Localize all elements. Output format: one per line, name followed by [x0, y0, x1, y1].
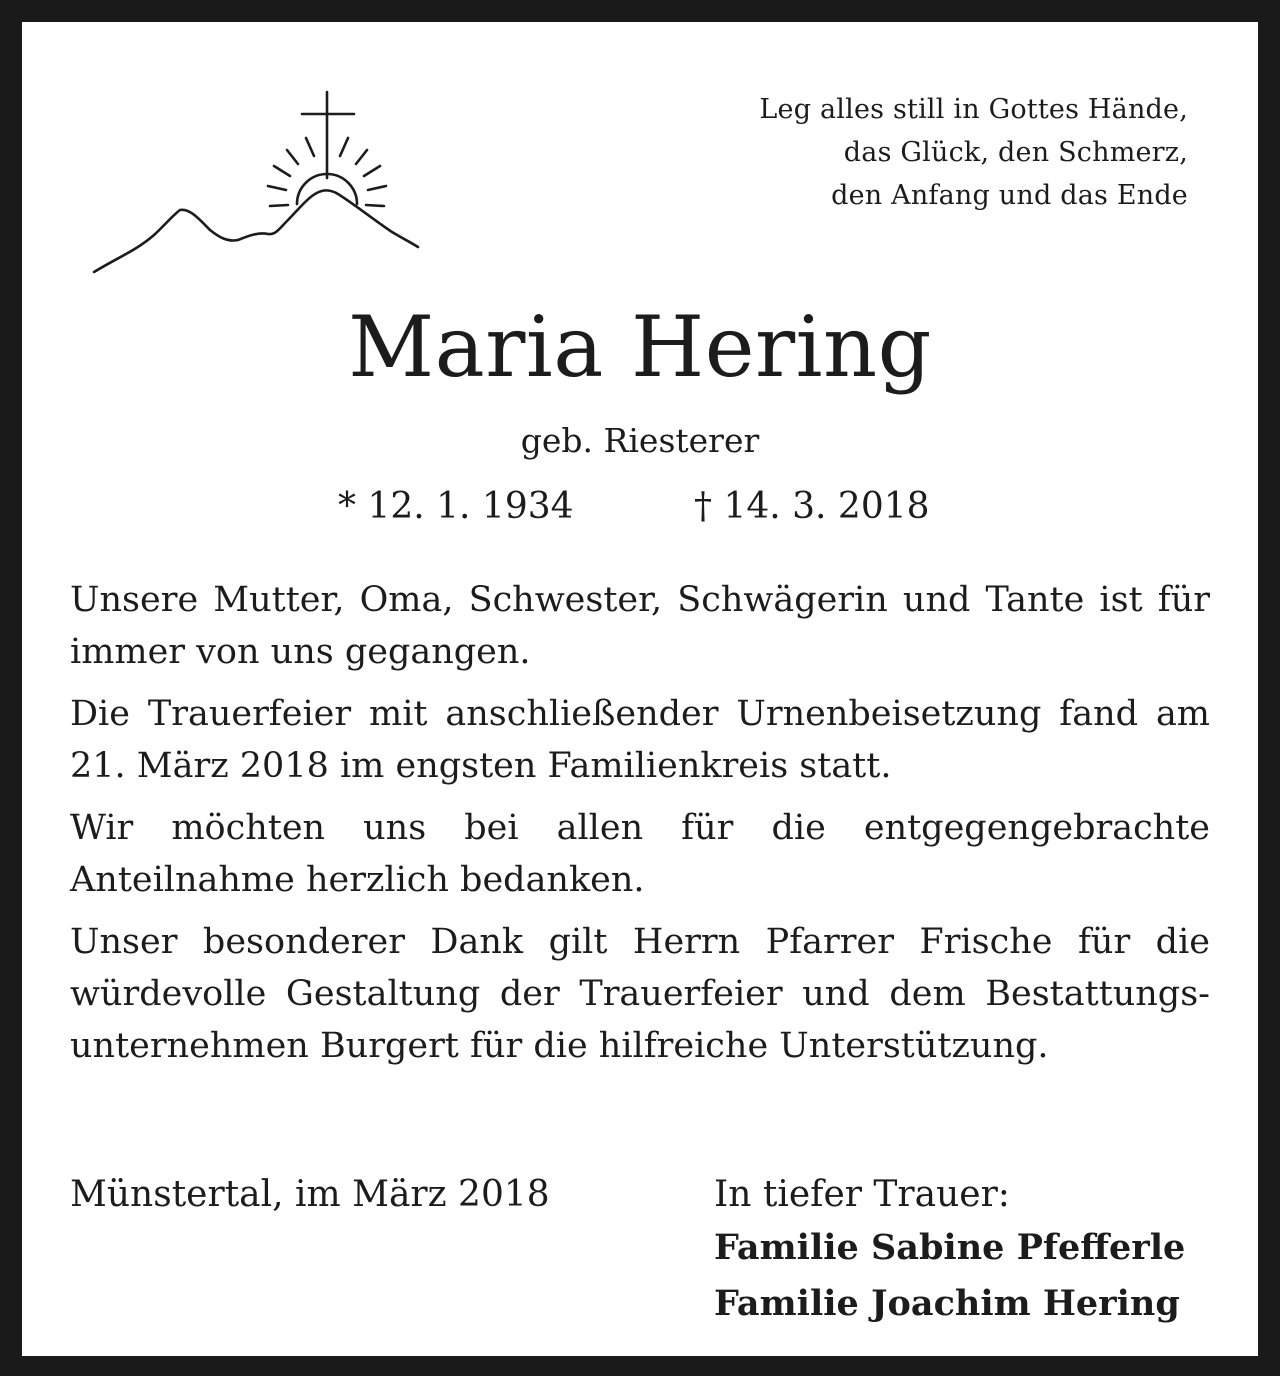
place-and-date: Münstertal, im März 2018	[70, 1174, 550, 1215]
mourners	[714, 1170, 1185, 1332]
death-date: † 14. 3. 2018	[694, 486, 930, 527]
verse	[759, 88, 1188, 217]
birth-date: * 12. 1. 1934	[338, 486, 574, 527]
verse-line: das Glück, den Schmerz,	[843, 137, 1188, 168]
cross-over-mountain-sunrise-icon	[92, 90, 422, 275]
message-paragraph: Die Trauerfeier mit anschließender Urnenbeisetzung fand am 21. März 2018 im engsten Familienkreis statt.	[70, 694, 1210, 786]
family-name: Familie Sabine Pfefferle	[714, 1227, 1186, 1268]
obituary-notice	[22, 22, 1258, 1356]
message-body	[70, 574, 1210, 1082]
deceased-name: Maria Hering	[348, 298, 932, 396]
mourning-label: In tiefer Trauer:	[714, 1174, 1010, 1215]
family-name: Familie Joachim Hering	[714, 1283, 1180, 1324]
message-paragraph: Unser besonderer Dank gilt Herrn Pfarrer Frische für die würdevolle Gestaltung der Trauerfeier und dem Bestattungsunternehmen Burgert für die hilfreiche Unterstützung.	[70, 922, 1210, 1066]
verse-line: Leg alles still in Gottes Hände,	[759, 94, 1188, 125]
verse-line: den Anfang und das Ende	[831, 180, 1188, 211]
message-paragraph: Unsere Mutter, Oma, Schwester, Schwägerin und Tante ist für immer von uns gegangen.	[70, 580, 1210, 672]
maiden-name: geb. Riesterer	[520, 421, 760, 460]
message-paragraph: Wir möchten uns bei allen für die entgegengebrachte Anteilnahme herzlich bedanken.	[70, 808, 1210, 900]
